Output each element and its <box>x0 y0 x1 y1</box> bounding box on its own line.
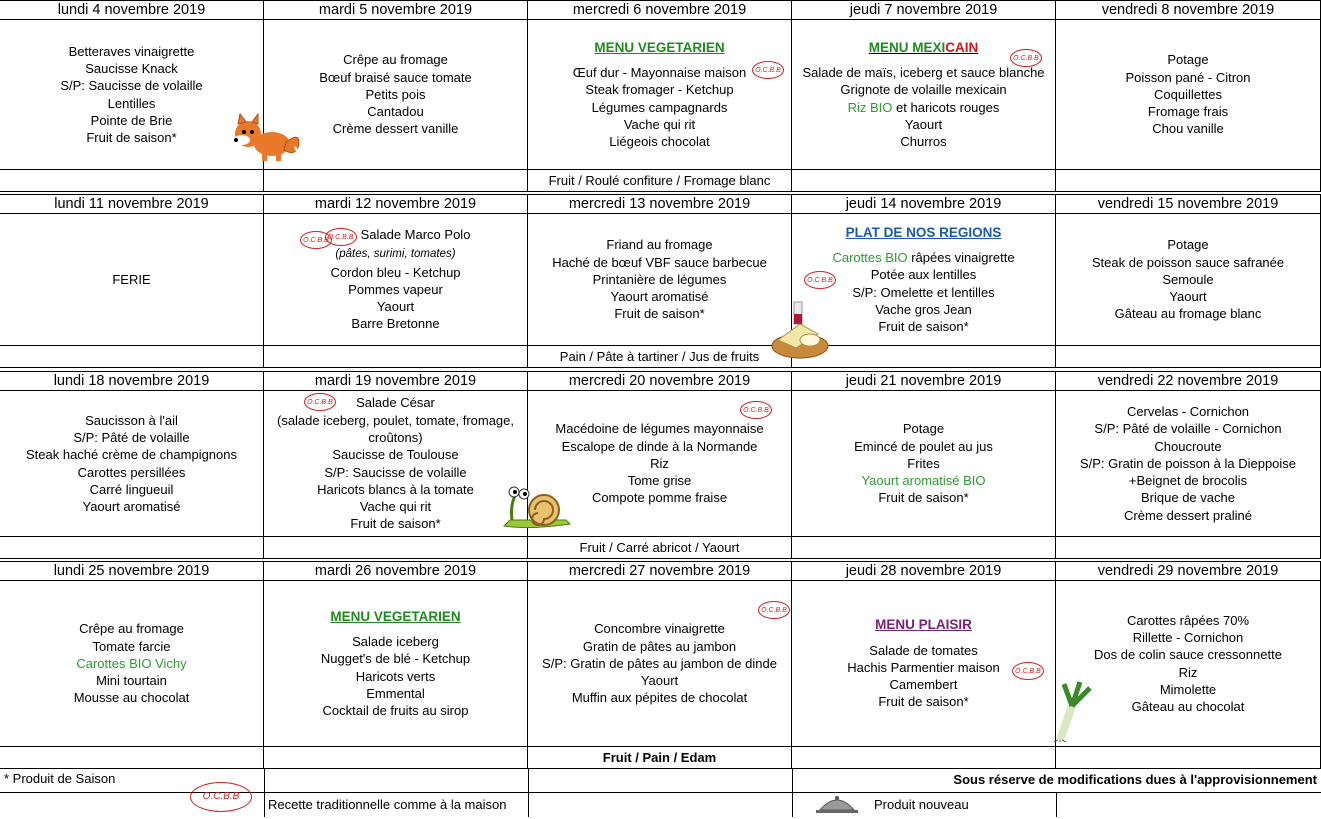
menu-item: Muffin aux pépites de chocolat <box>571 690 748 706</box>
menu-cell <box>528 214 792 346</box>
menu-item: Yaourt <box>1169 289 1207 305</box>
menu-item: Crêpe au fromage <box>79 621 184 637</box>
gouter-line: Pain / Pâte à tartiner / Jus de fruits <box>528 346 792 368</box>
menu-item: Saucisson à l'ail <box>85 412 178 428</box>
strip-cell <box>0 537 264 559</box>
menu-item: Haricots blancs à la tomate <box>317 481 474 497</box>
menu-item: Potage <box>1167 52 1209 68</box>
menu-item: Vache qui rit <box>359 499 432 515</box>
day-header: mardi 19 novembre 2019 <box>264 371 528 391</box>
menu-item: Yaourt aromatisé <box>82 499 181 515</box>
gouter-line: Fruit / Roulé confiture / Fromage blanc <box>528 170 792 192</box>
menu-item: S/P: Omelette et lentilles <box>852 284 995 300</box>
menu-item: +Beignet de brocolis <box>1128 473 1248 489</box>
menu-note: (pâtes, surimi, tomates) <box>335 248 456 261</box>
menu-item: Cervelas - Cornichon <box>1126 403 1250 419</box>
day-header: vendredi 15 novembre 2019 <box>1056 194 1321 214</box>
day-header: lundi 25 novembre 2019 <box>0 561 264 581</box>
menu-title: MENU VEGETARIEN <box>330 608 461 624</box>
menu-item: Fruit de saison* <box>86 130 177 146</box>
menu-item: Pointe de Brie <box>90 112 173 128</box>
menu-item: Saucisse de Toulouse <box>332 447 459 463</box>
menu-item: croûtons) <box>368 429 423 445</box>
menu-item: Choucroute <box>1154 438 1222 454</box>
menu-cell <box>1056 214 1321 346</box>
ocbb-logo-icon: O.C.B.B <box>752 61 784 79</box>
menu-item: Fromage frais <box>1147 104 1229 120</box>
ocbb-logo-icon: O.C.B.B <box>1010 49 1042 67</box>
menu-cell <box>0 391 264 537</box>
ocbb-logo-icon: O.C.B.B <box>1012 662 1044 680</box>
day-header: jeudi 14 novembre 2019 <box>792 194 1056 214</box>
menu-item: Salade de maïs, iceberg et sauce blanche <box>802 64 1045 80</box>
menu-item: Frites <box>907 455 940 471</box>
menu-item: Lentilles <box>107 95 156 111</box>
menu-item: Gâteau au chocolat <box>1131 699 1245 715</box>
menu-cell <box>264 581 528 747</box>
menu-item: Rillette - Cornichon <box>1132 629 1244 645</box>
menu-item: Yaourt aromatisé <box>610 289 709 305</box>
menu-cell <box>0 581 264 747</box>
day-header: mercredi 6 novembre 2019 <box>528 0 792 20</box>
menu-cell <box>792 391 1056 537</box>
menu-item: Steak haché crème de champignons <box>25 447 237 463</box>
legend-nouveau: Produit nouveau <box>874 797 969 812</box>
menu-item: Œuf dur - Mayonnaise maison <box>572 64 747 80</box>
menu-title <box>869 39 979 56</box>
menu-item: Petits pois <box>365 86 426 102</box>
day-header: mercredi 27 novembre 2019 <box>528 561 792 581</box>
gouter-line: Fruit / Carré abricot / Yaourt <box>528 537 792 559</box>
menu-item: Gâteau au fromage blanc <box>1114 306 1262 322</box>
menu-item: S/P: Gratin de pâtes au jambon de dinde <box>542 655 777 671</box>
menu-item: Semoule <box>1162 271 1214 287</box>
menu-item: Crème dessert vanille <box>332 121 459 137</box>
menu-item: Dos de colin sauce cressonnette <box>1094 647 1282 663</box>
strip-cell <box>264 537 528 559</box>
menu-item <box>848 99 1000 116</box>
menu-item: Crème dessert praliné <box>1124 507 1252 523</box>
menu-cell <box>1056 581 1321 747</box>
bio-label: Carottes BIO <box>832 249 908 265</box>
menu-item: Carré lingueuil <box>89 481 174 497</box>
menu-item: Riz <box>1178 664 1198 680</box>
bio-label: Riz BIO <box>847 99 893 115</box>
menu-item: Tome grise <box>627 473 692 489</box>
ocbb-logo-icon: O.C.B.B <box>740 401 772 419</box>
ocbb-logo-icon: O.C.B.B <box>190 782 252 812</box>
menu-item: Crêpe au fromage <box>343 52 448 68</box>
day-header: mercredi 13 novembre 2019 <box>528 194 792 214</box>
menu-item: Chou vanille <box>1152 121 1224 137</box>
menu-cell <box>1056 391 1321 537</box>
day-header: jeudi 28 novembre 2019 <box>792 561 1056 581</box>
menu-item: S/P: Pâté de volaille <box>73 429 190 445</box>
menu-item: Steak fromager - Ketchup <box>585 82 734 98</box>
menu-item: Potage <box>902 421 945 437</box>
menu-item: Escalope de dinde à la Normande <box>561 438 758 454</box>
gouter-line: Fruit / Pain / Edam <box>528 747 792 769</box>
menu-item: Haché de bœuf VBF sauce barbecue <box>552 254 767 270</box>
menu-item: Mini tourtain <box>96 673 167 689</box>
day-header: vendredi 8 novembre 2019 <box>1056 0 1321 20</box>
menu-item: Emmental <box>366 685 425 701</box>
day-header: mercredi 20 novembre 2019 <box>528 371 792 391</box>
ocbb-logo-icon: O.C.B.B <box>304 393 336 411</box>
menu-item: Salade iceberg <box>352 633 439 649</box>
menu-item: Compote pomme fraise <box>591 490 728 506</box>
day-header: vendredi 29 novembre 2019 <box>1056 561 1321 581</box>
menu-item: Saucisse Knack <box>85 60 178 76</box>
menu-item: Vache gros Jean <box>875 301 972 317</box>
menu-item: Vache qui rit <box>623 116 696 132</box>
day-header: mardi 26 novembre 2019 <box>264 561 528 581</box>
menu-item: Cocktail de fruits au sirop <box>322 703 469 719</box>
menu-item: S/P: Gratin de poisson à la Dieppoise <box>1079 455 1297 471</box>
menu-item: Liégeois chocolat <box>609 134 710 150</box>
strip-cell <box>792 170 1056 192</box>
menu-item <box>321 226 471 246</box>
menu-cell <box>792 20 1056 170</box>
menu-item: S/P: Pâté de volaille - Cornichon <box>1094 421 1282 437</box>
menu-item: Betteraves vinaigrette <box>68 43 195 59</box>
menu-item: Nugget's de blé - Ketchup <box>320 651 471 667</box>
menu-cell <box>264 391 528 537</box>
strip-cell <box>1056 346 1321 368</box>
menu-title: PLAT DE NOS REGIONS <box>845 224 1002 240</box>
menu-item: Carottes persillées <box>77 464 186 480</box>
menu-cell <box>528 581 792 747</box>
menu-item-text: râpées vinaigrette <box>907 249 1015 265</box>
divider <box>0 768 1321 769</box>
menu-item: Fruit de saison* <box>878 694 969 710</box>
menu-item: Bœuf braisé sauce tomate <box>319 69 472 85</box>
day-header: lundi 18 novembre 2019 <box>0 371 264 391</box>
menu-item: Potée aux lentilles <box>870 267 977 283</box>
menu-item: Concombre vinaigrette <box>594 621 725 637</box>
snail-icon <box>500 482 574 532</box>
ocbb-logo-icon: O.C.B.B <box>300 231 332 249</box>
ocbb-logo-icon: O.C.B.B <box>804 271 836 289</box>
fox-icon <box>228 112 304 164</box>
menu-item: Grignote de volaille mexicain <box>840 82 1007 98</box>
menu-item: Légumes campagnards <box>591 99 728 115</box>
menu-item: FERIE <box>112 271 151 287</box>
menu-item: Coquillettes <box>1154 86 1222 102</box>
menu-title: MENU VEGETARIEN <box>594 39 725 55</box>
leek-icon <box>1050 680 1094 742</box>
day-header: mardi 5 novembre 2019 <box>264 0 528 20</box>
menu-item: Hachis Parmentier maison <box>847 659 1000 675</box>
menu-item: Macédoine de légumes mayonnaise <box>555 421 764 437</box>
menu-item: Cantadou <box>367 104 424 120</box>
strip-cell <box>0 170 264 192</box>
day-header: lundi 4 novembre 2019 <box>0 0 264 20</box>
menu-item: Printanière de légumes <box>592 271 727 287</box>
strip-cell <box>792 747 1056 769</box>
bio-item: Yaourt aromatisé BIO <box>861 473 986 489</box>
strip-cell <box>264 346 528 368</box>
ocbb-logo-icon: O.C.B.B <box>325 228 357 246</box>
divider <box>1056 792 1057 817</box>
menu-item: Gratin de pâtes au jambon <box>582 638 737 654</box>
strip-cell <box>1056 170 1321 192</box>
menu-title-part: MENU MEXI <box>868 39 946 55</box>
strip-cell <box>1056 537 1321 559</box>
menu-title: MENU PLAISIR <box>875 617 972 633</box>
menu-item: (salade iceberg, poulet, tomate, fromage, <box>276 412 515 428</box>
menu-item: Potage <box>1167 237 1209 253</box>
cheese-board-icon <box>770 300 830 360</box>
menu-item: Poisson pané - Citron <box>1125 69 1251 85</box>
strip-cell <box>0 346 264 368</box>
strip-cell <box>792 537 1056 559</box>
menu-item: Brique de vache <box>1141 490 1235 506</box>
legend-reserve: Sous réserve de modifications dues à l'approvisionnement <box>953 772 1317 787</box>
day-header: mardi 12 novembre 2019 <box>264 194 528 214</box>
menu-item: Tomate farcie <box>92 638 171 654</box>
menu-cell <box>1056 20 1321 170</box>
cloche-icon <box>814 794 860 814</box>
strip-cell <box>792 346 1056 368</box>
menu-item: Fruit de saison* <box>614 306 705 322</box>
menu-title-part: CAIN <box>945 39 979 55</box>
menu-item: Yaourt <box>904 116 943 132</box>
menu-cell <box>528 20 792 170</box>
menu-item: S/P: Saucisse de volaille <box>60 78 203 94</box>
menu-item <box>832 249 1014 266</box>
menu-item: Fruit de saison* <box>878 319 969 335</box>
menu-item: Yaourt <box>376 299 415 315</box>
day-header: vendredi 22 novembre 2019 <box>1056 371 1321 391</box>
legend-produit-saison: * Produit de Saison <box>4 771 116 786</box>
day-header: jeudi 7 novembre 2019 <box>792 0 1056 20</box>
menu-item: Fruit de saison* <box>350 516 441 532</box>
menu-item-text: Salade Marco Polo <box>360 227 471 243</box>
menu-item: Mousse au chocolat <box>73 690 190 706</box>
strip-cell <box>0 747 264 769</box>
strip-cell <box>264 747 528 769</box>
menu-item: Churros <box>900 134 947 150</box>
menu-item: Cordon bleu - Ketchup <box>330 264 461 280</box>
menu-item: Emincé de poulet au jus <box>854 438 993 454</box>
bio-item: Carottes BIO Vichy <box>76 655 187 671</box>
menu-item: S/P: Saucisse de volaille <box>324 464 467 480</box>
menu-item: Steak de poisson sauce safranée <box>1091 254 1285 270</box>
menu-item: Camembert <box>889 677 958 693</box>
strip-cell <box>264 170 528 192</box>
menu-item: Salade César <box>356 395 435 411</box>
menu-item: Mimolette <box>1159 681 1217 697</box>
menu-item: Haricots verts <box>355 668 436 684</box>
legend-recette: Recette traditionnelle comme à la maison <box>268 797 507 812</box>
ocbb-logo-icon: O.C.B.B <box>758 601 790 619</box>
menu-item: Riz <box>650 455 669 471</box>
menu-item: Fruit de saison* <box>878 490 969 506</box>
menu-item-text: et haricots rouges <box>892 99 1000 115</box>
strip-cell <box>1056 747 1321 769</box>
menu-item: Yaourt <box>640 673 679 689</box>
menu-cell <box>0 20 264 170</box>
menu-item: Barre Bretonne <box>351 316 440 332</box>
menu-item: Salade de tomates <box>869 642 978 658</box>
menu-cell <box>0 214 264 346</box>
menu-item: Friand au fromage <box>606 237 713 253</box>
menu-item: Carottes râpées 70% <box>1126 612 1250 628</box>
day-header: lundi 11 novembre 2019 <box>0 194 264 214</box>
menu-item: Pommes vapeur <box>348 281 443 297</box>
day-header: jeudi 21 novembre 2019 <box>792 371 1056 391</box>
